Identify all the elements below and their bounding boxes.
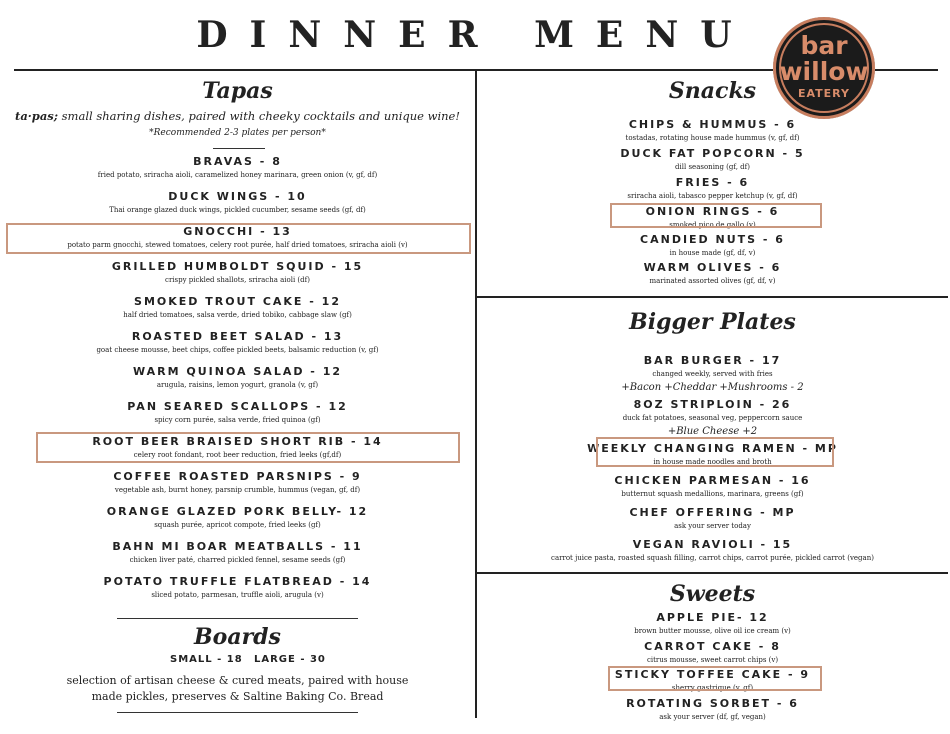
menu-item-name: WEEKLY CHANGING RAMEN - MP xyxy=(587,442,838,455)
menu-item-description: spicy corn purée, salsa verde, fried quinoa (gf) xyxy=(154,416,321,424)
menu-item-name: APPLE PIE- 12 xyxy=(656,611,769,624)
boards-small-price: SMALL - 18 xyxy=(170,654,243,665)
menu-item-name: FRIES - 6 xyxy=(675,176,750,189)
menu-item xyxy=(477,354,948,394)
boards-bottom-rule xyxy=(117,712,358,713)
menu-item-name: CHICKEN PARMESAN - 16 xyxy=(614,474,811,487)
menu-item-addons: +Blue Cheese +2 xyxy=(667,426,758,437)
menu-item-name: VEGAN RAVIOLI - 15 xyxy=(632,538,793,551)
menu-item xyxy=(477,506,948,533)
menu-item xyxy=(477,697,948,724)
menu-item-description: chicken liver paté, charred pickled fennel, sesame seeds (gf) xyxy=(129,556,346,564)
menu-item-description: carrot juice pasta, roasted squash filling, carrot chips, carrot purée, pickled carrot (vegan) xyxy=(551,554,874,562)
menu-item-description: sherry gastrique (v, gf) xyxy=(671,684,754,692)
menu-item-name: SMOKED TROUT CAKE - 12 xyxy=(134,295,341,308)
menu-title: DINNER MENU xyxy=(196,14,754,56)
menu-item-description: butternut squash medallions, marinara, greens (gf) xyxy=(621,490,804,498)
ramen-highlight xyxy=(596,437,834,467)
short-rib-highlight xyxy=(36,432,460,463)
boards-desc-line2: made pickles, preserves & Saltine Baking Co. Bread xyxy=(91,690,384,703)
menu-item xyxy=(0,190,475,217)
menu-item-name: ROTATING SORBET - 6 xyxy=(626,697,799,710)
menu-item-description: crispy pickled shallots, sriracha aioli (df) xyxy=(165,276,310,284)
menu-item xyxy=(477,398,948,438)
snacks-bigger-rule xyxy=(476,296,948,298)
menu-item-addons: +Bacon +Cheddar +Mushrooms - 2 xyxy=(621,382,804,393)
menu-item-description: smoked pico de gallo (v) xyxy=(669,221,756,229)
menu-item xyxy=(477,261,948,288)
menu-item-name: ORANGE GLAZED PORK BELLY- 12 xyxy=(106,505,369,518)
menu-item-description: marinated assorted olives (gf, df, v) xyxy=(649,277,776,285)
menu-item-name: ROASTED BEET SALAD - 13 xyxy=(131,330,344,343)
menu-item xyxy=(477,538,948,565)
menu-item xyxy=(477,474,948,501)
menu-item-name: 8OZ STRIPLOIN - 26 xyxy=(633,398,792,411)
menu-item-description: ask your server (df, gf, vegan) xyxy=(659,713,766,721)
menu-item-name: GRILLED HUMBOLDT SQUID - 15 xyxy=(111,260,364,273)
logo-text-willow: willow xyxy=(779,57,869,86)
tapas-recommend: *Recommended 2-3 plates per person* xyxy=(149,128,326,138)
menu-item-name: DUCK FAT POPCORN - 5 xyxy=(620,147,805,160)
menu-item xyxy=(0,330,475,357)
onion-rings-highlight xyxy=(610,203,822,228)
tapas-intro-rule xyxy=(213,148,265,149)
menu-item-name: CANDIED NUTS - 6 xyxy=(640,233,785,246)
tapas-intro-lead: ta·pas; xyxy=(15,109,58,123)
menu-item-description: arugula, raisins, lemon yogurt, granola (v, gf) xyxy=(156,381,319,389)
menu-item xyxy=(0,575,475,602)
boards-top-rule xyxy=(117,618,358,619)
menu-item xyxy=(0,155,475,182)
menu-item-description: Thai orange glazed duck wings, pickled cucumber, sesame seeds (gf, df) xyxy=(109,206,366,214)
menu-item-name: ROOT BEER BRAISED SHORT RIB - 14 xyxy=(92,435,383,448)
tapas-intro xyxy=(0,109,475,123)
menu-item-name: CHIPS & HUMMUS - 6 xyxy=(628,118,797,131)
menu-item-description: fried potato, sriracha aioli, caramelized honey marinara, green onion (v, gf, df) xyxy=(97,171,378,179)
menu-item xyxy=(477,611,948,638)
tapas-heading: Tapas xyxy=(202,78,273,104)
menu-item-description: vegetable ash, burnt honey, parsnip crumble, hummus (vegan, gf, df) xyxy=(114,486,361,494)
menu-item-description: tostadas, rotating house made hummus (v, gf, df) xyxy=(625,134,800,142)
menu-item-name: COFFEE ROASTED PARSNIPS - 9 xyxy=(113,470,362,483)
menu-item-name: WARM OLIVES - 6 xyxy=(643,261,782,274)
menu-item xyxy=(477,147,948,174)
menu-item-description: in house made (gf, df, v) xyxy=(669,249,756,257)
menu-item xyxy=(477,176,948,203)
menu-item xyxy=(0,295,475,322)
boards-description xyxy=(0,673,475,705)
menu-item-description: celery root fondant, root beer reduction, fried leeks (gf,df) xyxy=(133,451,342,459)
boards-desc-line1: selection of artisan cheese & cured meats, paired with house xyxy=(66,674,409,687)
menu-item xyxy=(477,640,948,667)
tapas-intro-text: small sharing dishes, paired with cheeky cocktails and unique wine! xyxy=(58,109,460,123)
menu-item-description: changed weekly, served with fries xyxy=(652,370,773,378)
menu-item-name: BAR BURGER - 17 xyxy=(643,354,782,367)
menu-item xyxy=(477,118,948,145)
menu-item-description: brown butter mousse, olive oil ice cream (v) xyxy=(634,627,791,635)
menu-item-name: WARM QUINOA SALAD - 12 xyxy=(133,365,342,378)
menu-item-description: duck fat potatoes, seasonal veg, peppercorn sauce xyxy=(622,414,803,422)
sweets-heading: Sweets xyxy=(669,581,756,607)
logo-text-eatery: EATERY xyxy=(797,87,851,100)
menu-item xyxy=(0,505,475,532)
menu-item xyxy=(0,540,475,567)
menu-item-name: CARROT CAKE - 8 xyxy=(644,640,781,653)
bigger-sweets-rule xyxy=(476,572,948,574)
menu-item-name: CHEF OFFERING - MP xyxy=(629,506,796,519)
menu-item xyxy=(0,260,475,287)
menu-item-name: PAN SEARED SCALLOPS - 12 xyxy=(127,400,348,413)
gnocchi-highlight xyxy=(6,223,471,254)
menu-item-description: ask your server today xyxy=(674,522,751,530)
menu-item-description: dill seasoning (gf, df) xyxy=(675,163,750,171)
boards-heading: Boards xyxy=(194,624,281,650)
menu-item-name: BRAVAS - 8 xyxy=(193,155,282,168)
menu-item-description: squash purée, apricot compote, fried leeks (gf) xyxy=(154,521,321,529)
snacks-heading: Snacks xyxy=(668,78,757,104)
menu-item-description: in house made noodles and broth xyxy=(653,458,772,466)
menu-item-description: half dried tomatoes, salsa verde, dried tobiko, cabbage slaw (gf) xyxy=(123,311,352,319)
menu-item-name: STICKY TOFFEE CAKE - 9 xyxy=(614,668,811,681)
sticky-toffee-highlight xyxy=(608,666,822,691)
menu-item-description: sliced potato, parmesan, truffle aioli, arugula (v) xyxy=(151,591,324,599)
menu-item-description: goat cheese mousse, beet chips, coffee pickled beets, balsamic reduction (v, gf) xyxy=(96,346,379,354)
menu-item-description: sriracha aioli, tabasco pepper ketchup (v, gf, df) xyxy=(627,192,798,200)
menu-item-name: POTATO TRUFFLE FLATBREAD - 14 xyxy=(103,575,372,588)
menu-item-name: ONION RINGS - 6 xyxy=(645,205,780,218)
menu-item xyxy=(0,470,475,497)
menu-item-name: BAHN MI BOAR MEATBALLS - 11 xyxy=(112,540,363,553)
menu-item xyxy=(477,233,948,260)
bigger-plates-heading: Bigger Plates xyxy=(629,309,796,335)
menu-item-description: potato parm gnocchi, stewed tomatoes, celery root purée, half dried tomatoes, sriracha aioli (v) xyxy=(67,241,408,249)
menu-item-name: GNOCCHI - 13 xyxy=(183,225,292,238)
menu-item xyxy=(0,365,475,392)
boards-large-price: LARGE - 30 xyxy=(254,654,326,665)
logo-text-bar: bar xyxy=(800,31,848,60)
menu-item-description: citrus mousse, sweet carrot chips (v) xyxy=(646,656,779,664)
menu-item-name: DUCK WINGS - 10 xyxy=(168,190,307,203)
menu-item xyxy=(0,400,475,427)
